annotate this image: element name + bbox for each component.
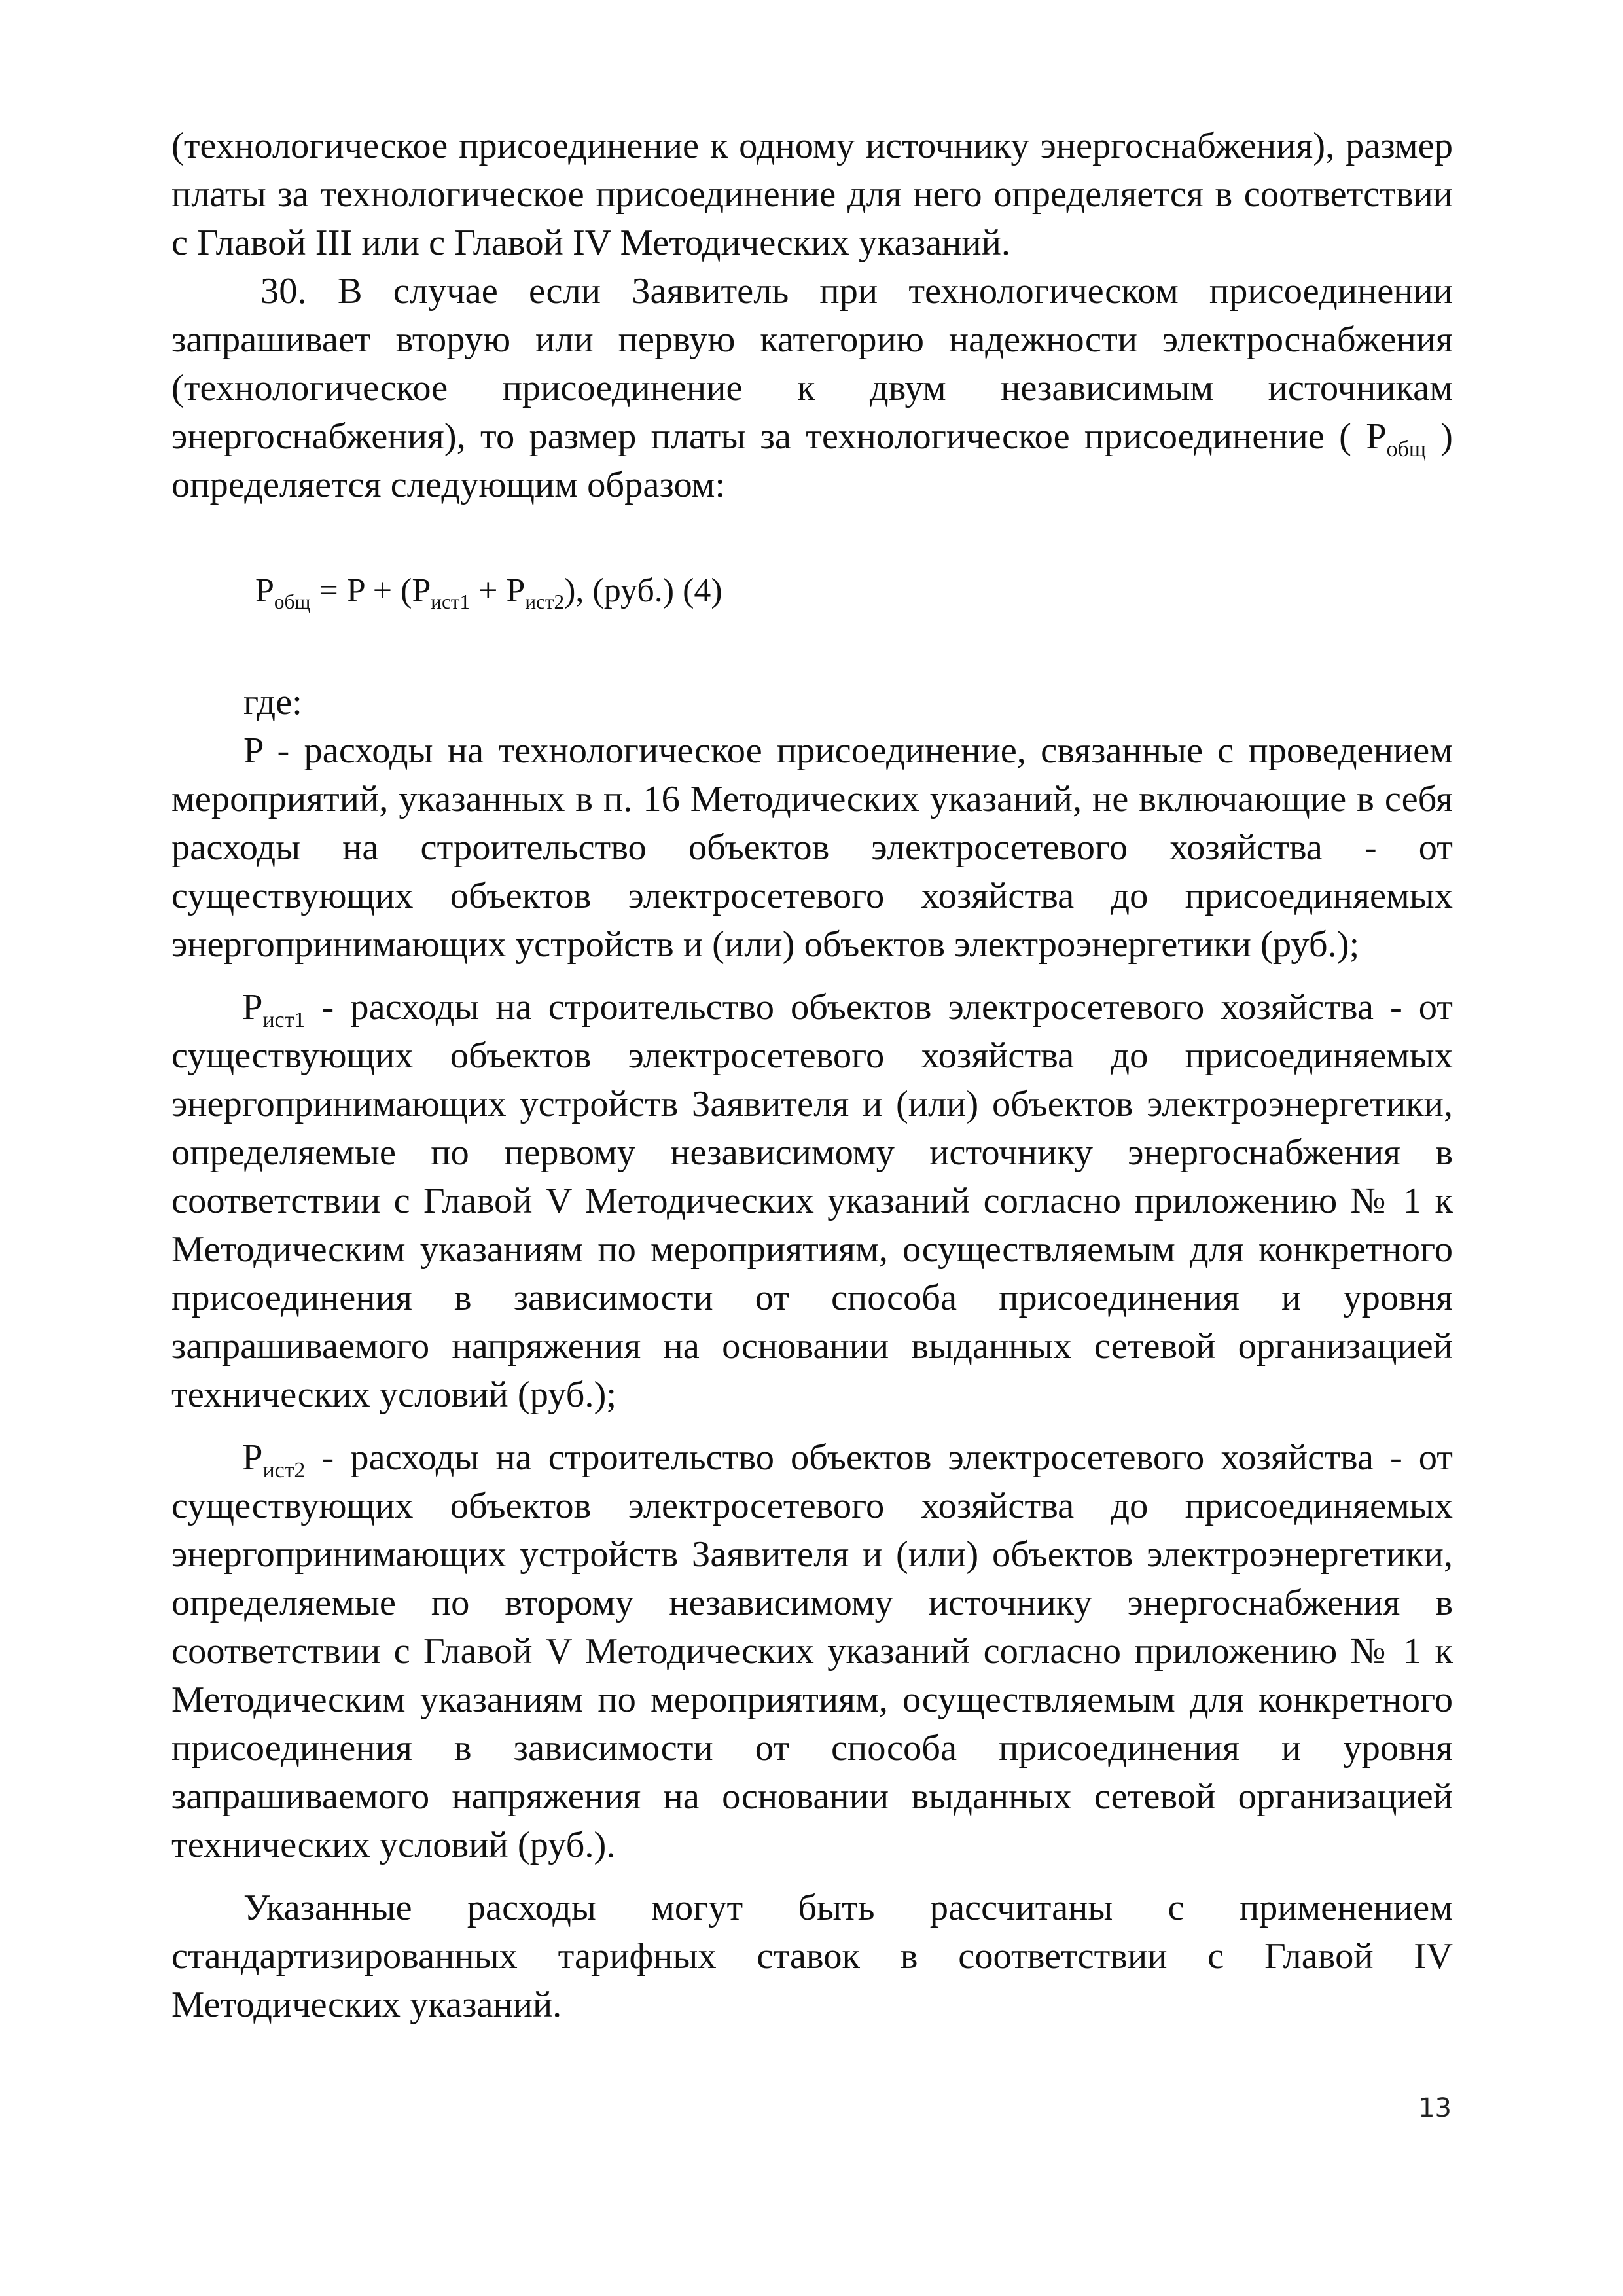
- paragraph-30-text: 30. В случае если Заявитель при технологическом присоединении запрашивает вторую или первую категорию надежности электроснабжения (технологическое присоединение к двум независимым источникам энергоснабжения), то размер платы за технологическое присоединение (: [171, 271, 1453, 457]
- definition-ist2-symbol: P: [242, 1437, 263, 1478]
- definition-p-symbol: P: [243, 730, 263, 771]
- definition-ist2-text: - расходы на строительство объектов электросетевого хозяйства - от существующих объектов электросетевого хозяйства до присоединяемых энергопринимающих устройств Заявителя и (или) объектов электроэнергетики, определяемые по второму независимому источнику энергоснабжения в соответствии с Главой V Методических указаний согласно приложению № 1 к Методическим указаниям по мероприятиям, осуществляемым для конкретного присоединения в зависимости от способа присоединения и уровня запрашиваемого напряжения на основании выданных сетевой организацией технических условий (руб.).: [171, 1437, 1453, 1865]
- formula-tail: ), (руб.) (4): [564, 572, 722, 609]
- definition-p-ist2: [171, 1433, 1453, 1869]
- definition-p: [171, 726, 1453, 969]
- paragraph-30-tail: ) определяется следующим образом:: [171, 416, 1453, 505]
- continued-paragraph: (технологическое присоединение к одному источнику энергоснабжения), размер платы за технологическое присоединение для него определяется в соответствии с Главой III или с Главой IV Методических указаний.: [171, 126, 1453, 263]
- page-body: [171, 122, 1453, 2029]
- definition-p-text: - расходы на технологическое присоединение, связанные с проведением мероприятий, указанных в п. 16 Методических указаний, не включающие в себя расходы на строительство объектов электросетевого хозяйства - от существующих объектов электросетевого хозяйства до присоединяемых энергопринимающих устройств и (или) объектов электроэнергетики (руб.);: [171, 730, 1453, 965]
- formula-4: [255, 567, 1453, 615]
- where-label: где:: [243, 682, 302, 723]
- definition-ist1-subscript: ист1: [262, 1007, 306, 1032]
- formula-lhs: P: [255, 572, 274, 609]
- formula-lhs-subscript: общ: [274, 590, 311, 613]
- paragraph-30: [171, 267, 1453, 509]
- formula-subscript-1: ист1: [431, 590, 471, 613]
- closing-paragraph: Указанные расходы могут быть рассчитаны с применением стандартизированных тарифных ставок в соответствии с Главой IV Методических указаний.: [171, 1888, 1453, 2025]
- definition-ist1-text: - расходы на строительство объектов электросетевого хозяйства - от существующих объектов электросетевого хозяйства до присоединяемых энергопринимающих устройств Заявителя и (или) объектов электроэнергетики, определяемые по первому независимому источнику энергоснабжения в соответствии с Главой V Методических указаний согласно приложению № 1 к Методическим указаниям по мероприятиям, осуществляемым для конкретного присоединения в зависимости от способа присоединения и уровня запрашиваемого напряжения на основании выданных сетевой организацией технических условий (руб.);: [171, 987, 1453, 1415]
- formula-middle: = P + (P: [310, 572, 431, 609]
- page-number: 13: [1418, 2093, 1452, 2123]
- definition-ist1-symbol: P: [242, 987, 263, 1028]
- definition-ist2-subscript: ист2: [262, 1458, 306, 1482]
- definition-p-ist1: [171, 983, 1453, 1419]
- formula-subscript-2: ист2: [525, 590, 565, 613]
- symbol-p-total-subscript: общ: [1386, 437, 1426, 461]
- formula-plus: + P: [470, 572, 526, 609]
- symbol-p-total: P: [1366, 416, 1387, 457]
